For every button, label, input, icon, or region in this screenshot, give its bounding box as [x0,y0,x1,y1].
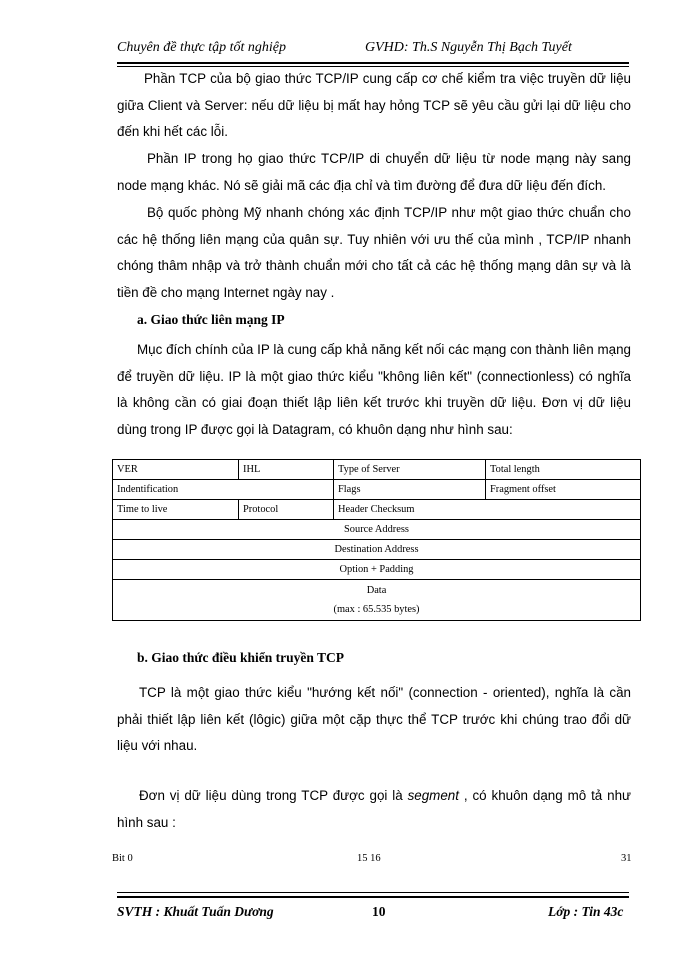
table-row [113,540,641,560]
paragraph-tcp-segment [117,783,631,836]
field-type-of-server: Type of Server [334,460,486,480]
table-row [113,480,641,500]
header-advisor: GVHD: Th.S Nguyễn Thị Bạch Tuyết [365,40,572,55]
header-rule [117,62,629,64]
field-ver: VER [113,460,239,480]
paragraph-dod: Bộ quốc phòng Mỹ nhanh chóng xác định TCP/IP như một giao thức chuẩn cho các hệ thống liên mạng của quân sự. Tuy nhiên với ưu thế của mình , TCP/IP nhanh chóng thâm nhập và trở thành chuẩn mới cho tất cả các hệ thống mạng dân sự và là tiền đề cho mạng Internet ngày nay . [117,205,631,300]
heading-tcp-protocol: b. Giao thức điều khiển truyền TCP [137,650,345,665]
field-identification: Indentification [113,480,334,500]
ip-datagram-format-table [112,459,641,621]
footer-rule [117,896,629,898]
field-data [113,580,641,621]
paragraph-tcp-intro: Phần TCP của bộ giao thức TCP/IP cung cấp cơ chế kiểm tra việc truyền dữ liệu giữa Client và Server: nếu dữ liệu bị mất hay hỏng TCP sẽ yêu cầu gửi lại dữ liệu cho đến khi hết các lỗi. [117,71,631,139]
table-row [113,580,641,621]
bit-label-start: Bit 0 [112,853,133,864]
field-destination-address: Destination Address [113,540,641,560]
bit-label-mid: 15 16 [357,853,381,864]
heading-ip-protocol: a. Giao thức liên mạng IP [137,312,285,327]
field-option-padding: Option + Padding [113,560,641,580]
field-flags: Flags [334,480,486,500]
header-title: Chuyên đề thực tập tốt nghiệp [117,40,286,55]
table-row [113,560,641,580]
paragraph-tcp-connection: TCP là một giao thức kiểu "hướng kết nối" (connection - oriented), nghĩa là cần phải thiết lập liên kết (lôgic) giữa một cặp thực thể TCP trước khi chúng trao đổi dữ liệu với nhau. [117,685,631,753]
field-header-checksum: Header Checksum [334,500,641,520]
field-ihl: IHL [239,460,334,480]
segment-text-after: , có khuôn dạng mô tả như hình sau : [117,788,631,830]
table-row [113,500,641,520]
page-number: 10 [372,904,386,919]
footer-class: Lớp : Tin 43c [548,904,624,919]
table-row [113,520,641,540]
table-row [113,460,641,480]
field-protocol: Protocol [239,500,334,520]
field-data-max: (max : 65.535 bytes) [333,604,420,615]
segment-text-before: Đơn vị dữ liệu dùng trong TCP được gọi là [139,788,408,803]
footer-student: SVTH : Khuất Tuấn Dương [117,904,274,919]
bit-label-end: 31 [621,853,632,864]
field-fragment-offset: Fragment offset [486,480,641,500]
footer-rule-thin [117,892,629,893]
segment-term: segment [407,788,459,803]
field-time-to-live: Time to live [113,500,239,520]
field-total-length: Total length [486,460,641,480]
field-source-address: Source Address [113,520,641,540]
paragraph-ip-purpose: Mục đích chính của IP là cung cấp khả năng kết nối các mạng con thành liên mạng để truyền dữ liệu. IP là một giao thức kiểu "không liên kết" (connectionless) có nghĩa là không cần có giai đoạn thiết lập liên kết trước khi truyền dữ liệu. Đơn vị dữ liệu dùng trong IP được gọi là Datagram, có khuôn dạng như hình sau: [117,342,631,437]
paragraph-ip-intro: Phần IP trong họ giao thức TCP/IP di chuyển dữ liệu từ node mạng này sang node mạng khác. Nó sẽ giải mã các địa chỉ và tìm đường để đưa dữ liệu đến đích. [117,151,631,193]
field-data-label: Data [366,585,387,596]
